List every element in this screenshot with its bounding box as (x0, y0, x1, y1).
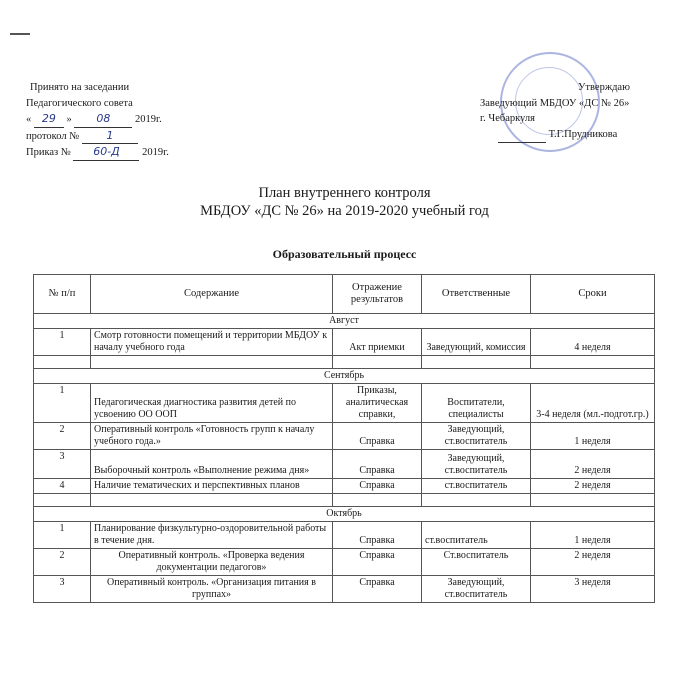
approve-line: Утверждаю (578, 82, 630, 93)
table-row (34, 329, 655, 356)
row-number: 1 (34, 522, 91, 549)
col-header-content: Содержание (91, 275, 333, 314)
row-content: Наличие тематических и перспективных планов (91, 479, 333, 494)
document-title: План внутреннего контроля (258, 185, 431, 201)
quote-close: » (66, 114, 72, 125)
row-number: 1 (34, 329, 91, 356)
row-result: Справка (333, 576, 422, 603)
head-line: Заведующий МБДОУ «ДС № 26» (480, 97, 630, 109)
spacer-row (34, 494, 655, 507)
council-line: Педагогического совета (26, 97, 133, 109)
row-content: Оперативный контроль «Готовность групп к началу учебного года.» (91, 423, 333, 450)
approval-block-left (26, 80, 169, 161)
director-name: Т.Г.Прудникова (548, 128, 618, 140)
row-deadline: 3 неделя (531, 576, 655, 603)
row-deadline: 2 неделя (531, 479, 655, 494)
row-content: Оперативный контроль. «Организация питания в группах» (91, 576, 333, 603)
row-result: Справка (333, 549, 422, 576)
row-responsible: Заведующий, комиссия (422, 329, 531, 356)
row-number: 2 (34, 549, 91, 576)
row-responsible: Заведующий, ст.воспитатель (422, 450, 531, 479)
row-content: Планирование физкультурно-оздоровительной работы в течение дня. (91, 522, 333, 549)
row-result: Справка (333, 423, 422, 450)
month-label: Октябрь (34, 507, 655, 522)
row-responsible: Заведующий, ст.воспитатель (422, 423, 531, 450)
date-line (26, 111, 169, 128)
row-deadline: 1 неделя (531, 522, 655, 549)
row-result: Справка (333, 522, 422, 549)
month-row-october (34, 507, 655, 522)
row-content: Педагогическая диагностика развития детей по усвоению ОО ООП (91, 384, 333, 423)
spacer-row (34, 356, 655, 369)
row-content: Выборочный контроль «Выполнение режима дня» (91, 450, 333, 479)
table-row (34, 522, 655, 549)
quote-open: « (26, 114, 32, 125)
table-row (34, 450, 655, 479)
table-row (34, 479, 655, 494)
table-header-row (34, 275, 655, 314)
row-responsible: ст.воспитатель (422, 479, 531, 494)
scan-mark (10, 33, 30, 35)
date-day: 29 (34, 111, 64, 128)
row-number: 4 (34, 479, 91, 494)
city-line: г. Чебаркуля (480, 113, 535, 124)
order-year: 2019г. (142, 147, 169, 158)
col-header-number: № п/п (34, 275, 91, 314)
row-deadline: 2 неделя (531, 450, 655, 479)
month-row-september (34, 369, 655, 384)
protocol-line (26, 128, 169, 145)
table-row (34, 549, 655, 576)
document-subtitle: МБДОУ «ДС № 26» на 2019-2020 учебный год (200, 203, 489, 219)
order-label: Приказ № (26, 147, 71, 158)
signature-underline (498, 127, 546, 144)
protocol-number: 1 (82, 128, 138, 145)
row-result: Справка (333, 479, 422, 494)
month-label: Август (34, 314, 655, 329)
month-row-august (34, 314, 655, 329)
signature-line (480, 127, 630, 144)
row-deadline: 1 неделя (531, 423, 655, 450)
row-responsible: Воспитатели, специалисты (422, 384, 531, 423)
row-result: Приказы, аналитическая справки, (333, 384, 422, 423)
row-content: Оперативный контроль. «Проверка ведения документации педагогов» (91, 549, 333, 576)
table-row (34, 423, 655, 450)
row-responsible: ст.воспитатель (422, 522, 531, 549)
accepted-line: Принято на заседании (30, 82, 130, 93)
row-deadline: 3-4 неделя (мл.-подгот.гр.) (531, 384, 655, 423)
col-header-responsible: Ответственные (422, 275, 531, 314)
row-number: 2 (34, 423, 91, 450)
row-deadline: 2 неделя (531, 549, 655, 576)
row-deadline: 4 неделя (531, 329, 655, 356)
row-responsible: Заведующий, ст.воспитатель (422, 576, 531, 603)
table-row (34, 576, 655, 603)
row-number: 1 (34, 384, 91, 423)
row-result: Акт приемки (333, 329, 422, 356)
row-responsible: Ст.воспитатель (422, 549, 531, 576)
table-row (34, 384, 655, 423)
date-month: 08 (74, 111, 132, 128)
approval-block-right (480, 80, 630, 143)
order-line (26, 144, 169, 161)
section-title: Образовательный процесс (272, 247, 417, 261)
row-result: Справка (333, 450, 422, 479)
order-number: 60-Д (73, 144, 139, 161)
row-number: 3 (34, 450, 91, 479)
month-label: Сентябрь (34, 369, 655, 384)
protocol-label: протокол № (26, 130, 80, 142)
date-year: 2019г. (135, 114, 162, 125)
col-header-deadline: Сроки (531, 275, 655, 314)
row-number: 3 (34, 576, 91, 603)
control-plan-table (33, 274, 655, 603)
row-content: Смотр готовности помещений и территории МБДОУ к началу учебного года (91, 329, 333, 356)
col-header-result: Отражение результатов (333, 275, 422, 314)
